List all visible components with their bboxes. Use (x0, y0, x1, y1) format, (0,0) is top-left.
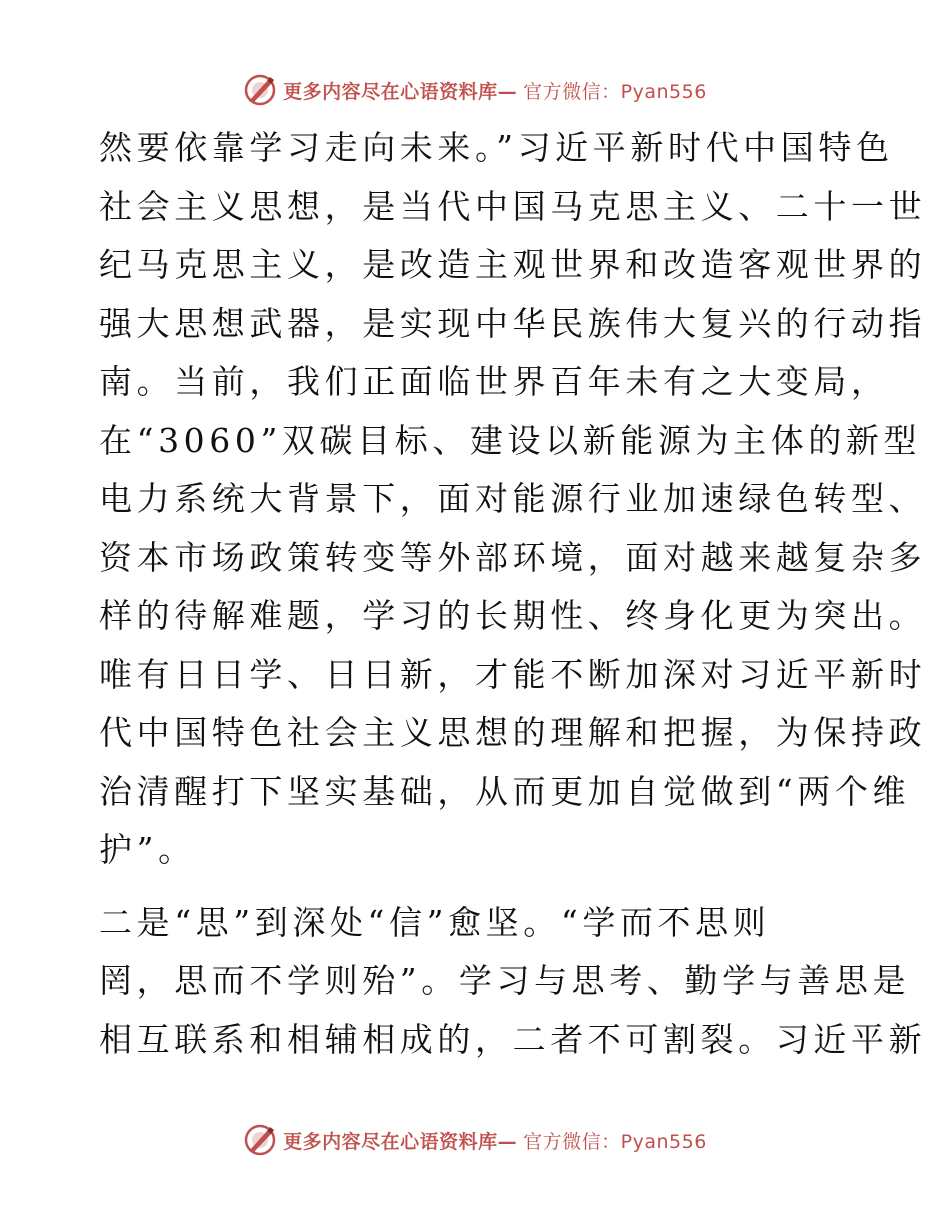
watermark-wechat: 官方微信：Pyan556 (523, 1130, 707, 1153)
header-watermark (0, 70, 950, 110)
text-line: 在“3060”双碳目标、建设以新能源为主体的新型 (99, 420, 922, 460)
text-line: 然要依靠学习走向未来。”习近平新时代中国特色 (99, 128, 894, 167)
pen-logo-icon (243, 73, 277, 107)
text-line: 电力系统大背景下，面对能源行业加速绿色转型、 (99, 479, 927, 518)
text-line: 罔，思而不学则殆”。学习与思考、勤学与善思是 (99, 961, 911, 1000)
footer-watermark (0, 1120, 950, 1160)
text-line: 南。当前，我们正面临世界百年未有之大变局， (99, 362, 889, 401)
watermark-text: 更多内容尽在心语资料库— (283, 80, 518, 103)
paragraph (99, 897, 927, 1073)
text-line: 样的待解难题，学习的长期性、终身化更为突出。 (99, 596, 927, 635)
pen-logo-icon (243, 1123, 277, 1157)
paragraph-gap (99, 883, 859, 897)
text-line: 护”。 (99, 830, 196, 869)
text-line: 社会主义思想，是当代中国马克思主义、二十一世 (99, 186, 927, 226)
text-line: 强大思想武器，是实现中华民族伟大复兴的行动指 (99, 303, 927, 343)
text-line: 纪马克思主义，是改造主观世界和改造客观世界的 (99, 245, 927, 284)
text-line: 唯有日日学、日日新，才能不断加深对习近平新时 (99, 654, 927, 694)
paragraph (99, 122, 927, 883)
text-line: 资本市场政策转变等外部环境，面对越来越复杂多 (99, 537, 927, 577)
text-line: 代中国特色社会主义思想的理解和把握，为保持政 (99, 713, 927, 752)
text-line: 治清醒打下坚实基础，从而更加自觉做到“两个维 (99, 771, 911, 811)
text-line: 相互联系和相辅相成的，二者不可割裂。习近平新 (99, 1019, 927, 1059)
document-body (99, 122, 927, 1072)
watermark-text: 更多内容尽在心语资料库— (283, 1130, 518, 1153)
watermark-wechat: 官方微信：Pyan556 (523, 80, 707, 103)
text-line: 二是“思”到深处“信”愈坚。“学而不思则 (99, 902, 771, 942)
